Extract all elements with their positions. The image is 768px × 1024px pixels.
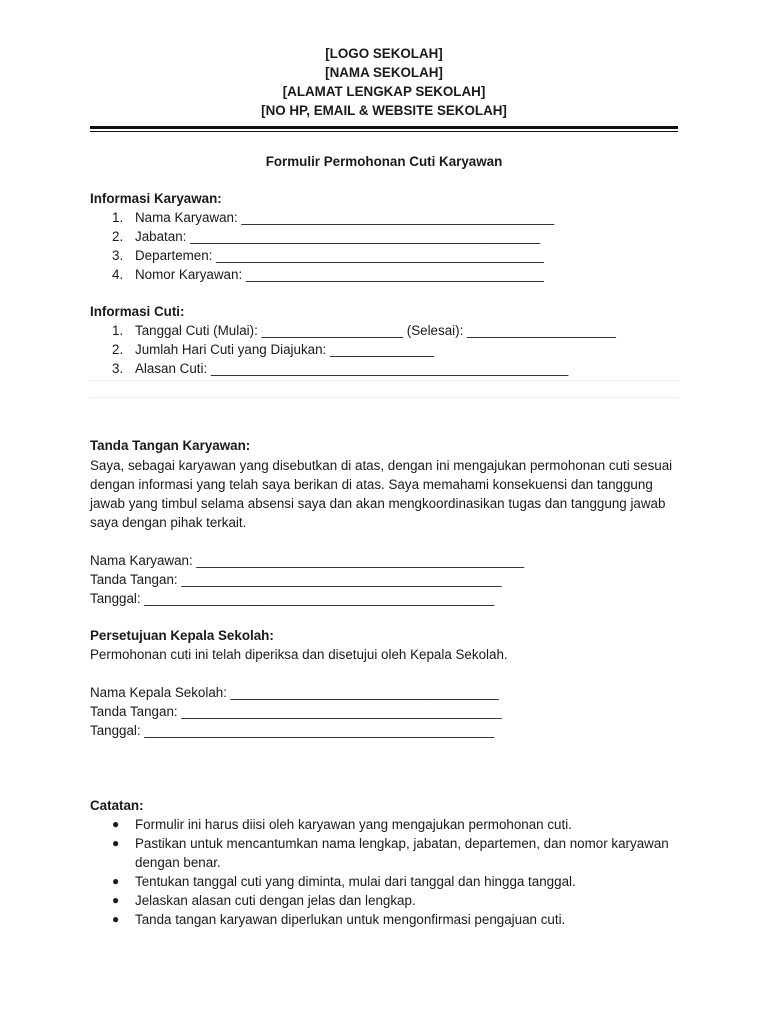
list-item[interactable]: 1. Nama Karyawan: __________________________________________ — [112, 210, 555, 225]
school-address: [ALAMAT LENGKAP SEKOLAH] — [282, 84, 486, 99]
employee-signature-title: Tanda Tangan Karyawan: — [90, 438, 251, 453]
principal-date-field[interactable]: Tanggal: _______________________________________________ — [90, 723, 495, 738]
list-item: ● Jelaskan alasan cuti dengan jelas dan lengkap. — [112, 893, 416, 908]
bullet-icon: ● — [112, 836, 120, 850]
employee-signature-field[interactable]: Tanda Tangan: ___________________________________________ — [90, 572, 502, 587]
leave-info-list — [90, 321, 678, 378]
list-item[interactable]: 2. Jabatan: _______________________________________________ — [112, 229, 541, 244]
employee-statement: Saya, sebagai karyawan yang disebutkan di atas, dengan ini mengajukan permohonan cuti sesuai dengan informasi yang telah saya berikan di atas. Saya memahami konsekuensi dan tanggung jawab yang timbul selama absensi saya dan akan mengkoordinasikan tugas dan tanggung jawab saya dengan pihak terkait. — [90, 458, 673, 530]
bullet-icon: ● — [112, 874, 120, 888]
list-item[interactable]: 4. Nomor Karyawan: ________________________________________ — [112, 267, 544, 282]
list-item[interactable]: 3. Departemen: ____________________________________________ — [112, 248, 544, 263]
bullet-icon: ● — [112, 817, 120, 831]
list-item[interactable]: 2. Jumlah Hari Cuti yang Diajukan: ______________ — [112, 342, 435, 357]
school-name: [NAMA SEKOLAH] — [325, 65, 443, 80]
principal-statement: Permohonan cuti ini telah diperiksa dan disetujui oleh Kepala Sekolah. — [90, 647, 508, 662]
form-title: Formulir Permohonan Cuti Karyawan — [265, 154, 503, 169]
notes-list — [90, 815, 678, 929]
letterhead-rule-thick — [90, 126, 678, 129]
list-item: ● Tanda tangan karyawan diperlukan untuk mengonfirmasi pengajuan cuti. — [112, 912, 566, 927]
section-divider — [90, 380, 678, 381]
bullet-icon: ● — [112, 912, 120, 926]
list-item[interactable]: 1. Tanggal Cuti (Mulai): ___________________ (Selesai): ____________________ — [112, 323, 616, 338]
list-item: ● Pastikan untuk mencantumkan nama lengkap, jabatan, departemen, dan nomor karyawan dengan benar. — [112, 836, 669, 870]
school-contact: [NO HP, EMAIL & WEBSITE SEKOLAH] — [261, 103, 507, 118]
employee-date-field[interactable]: Tanggal: _______________________________________________ — [90, 591, 495, 606]
principal-name-field[interactable]: Nama Kepala Sekolah: ____________________________________ — [90, 685, 499, 700]
employee-info-list — [90, 208, 678, 284]
employee-name-field[interactable]: Nama Karyawan: ____________________________________________ — [90, 553, 525, 568]
bullet-icon: ● — [112, 893, 120, 907]
list-item[interactable]: 3. Alasan Cuti: ________________________________________________ — [112, 361, 569, 376]
letterhead-rule-thin — [90, 131, 678, 132]
employee-info-title: Informasi Karyawan: — [90, 191, 222, 206]
document-page — [90, 44, 678, 929]
notes-title: Catatan: — [90, 798, 144, 813]
principal-approval-title: Persetujuan Kepala Sekolah: — [90, 628, 274, 643]
leave-info-title: Informasi Cuti: — [90, 304, 185, 319]
school-logo-placeholder: [LOGO SEKOLAH] — [325, 46, 443, 61]
principal-signature-field[interactable]: Tanda Tangan: ___________________________________________ — [90, 704, 502, 719]
list-item: ● Formulir ini harus diisi oleh karyawan yang mengajukan permohonan cuti. — [112, 817, 572, 832]
list-item: ● Tentukan tanggal cuti yang diminta, mulai dari tanggal dan hingga tanggal. — [112, 874, 576, 889]
section-divider — [90, 397, 678, 398]
letterhead — [90, 44, 678, 120]
